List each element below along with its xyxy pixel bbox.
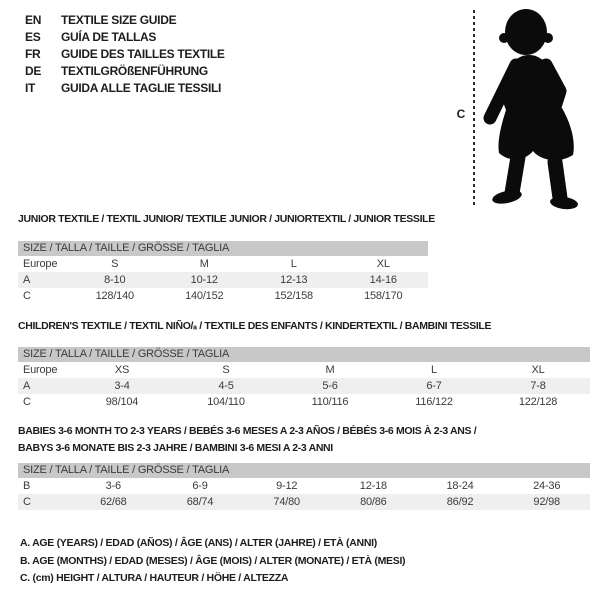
size-cell: 4-5 [218,380,234,392]
section-title-babies [18,423,476,456]
size-cell: 80/86 [360,496,387,508]
row-label: Europe [23,364,58,376]
section-title-line: BABIES 3-6 MONTH TO 2-3 YEARS / BEBÉS 3-6 MESES A 2-3 AÑOS / BÉBÉS 3-6 MOIS À 2-3 ANS / [18,425,477,437]
height-figure [450,5,600,217]
language-title: TEXTILE SIZE GUIDE [61,12,177,27]
language-list [25,11,225,96]
list-item [25,79,225,96]
size-cell: 6-9 [192,480,208,492]
list-item [25,45,225,62]
size-cell: 110/116 [311,396,349,408]
height-measure-label: C [456,107,466,121]
language-title: GUIDE DES TAILLES TEXTILE [61,46,225,61]
list-item [25,11,225,28]
size-cell: 152/158 [274,290,313,302]
row-label: Europe [23,258,58,270]
table-row [18,378,590,394]
table-row [18,288,428,304]
size-cell: 18-24 [446,480,474,492]
size-cell: 98/104 [105,396,139,408]
language-code: EN [25,12,42,27]
size-cell: 68/74 [186,496,214,508]
row-label: A [23,274,31,286]
size-cell: 3-4 [114,380,130,392]
language-code: DE [25,63,42,78]
language-title: GUÍA DE TALLAS [61,29,157,44]
list-item [25,28,225,45]
size-cell: 86/92 [446,496,474,508]
junior-size-table [18,241,428,304]
size-cell: 24-36 [533,480,561,492]
size-cell: M [325,364,335,376]
size-cell: 158/170 [364,290,403,302]
size-cell: 10-12 [190,274,218,286]
size-cell: XL [531,364,545,376]
table-row [18,272,428,288]
size-cell: XL [376,258,390,270]
section-title-junior [18,211,435,228]
size-cell: 5-6 [322,380,338,392]
footnote-a: A. AGE (YEARS) / EDAD (AÑOS) / ÂGE (ANS) / ALTER (JAHRE) / ETÀ (ANNI) [20,537,377,549]
size-cell: 3-6 [105,480,121,492]
table-header-band: SIZE / TALLA / TAILLE / GRÖSSE / TAGLIA [18,241,428,256]
baby-silhouette-icon [480,7,598,212]
language-code: FR [25,46,41,61]
size-cell: 12-18 [359,480,387,492]
size-cell: 116/122 [415,396,453,408]
size-cell: 12-13 [280,274,308,286]
size-cell: 7-8 [530,380,546,392]
row-label: C [23,496,31,508]
size-cell: 128/140 [95,290,134,302]
footnote-b: B. AGE (MONTHS) / EDAD (MESES) / ÂGE (MOIS) / ALTER (MONATE) / ETÀ (MESI) [20,554,406,567]
footnote-c: C. (cm) HEIGHT / ALTURA / HAUTEUR / HÖHE / ALTEZZA [20,572,289,584]
footnotes [20,535,405,588]
children-size-table [18,347,590,410]
row-label: C [23,396,31,408]
section-title-line: BABYS 3-6 MONATE BIS 2-3 JAHRE / BAMBINI 3-6 MESI A 2-3 ANNI [18,441,333,454]
list-item [25,62,225,79]
size-cell: S [222,364,230,376]
babies-size-table [18,463,590,510]
table-row [18,362,590,378]
size-cell: 92/98 [533,496,560,508]
size-cell: L [290,258,297,270]
section-title-line: CHILDREN'S TEXTILE / TEXTIL NIÑO/ₐ / TEXTILE DES ENFANTS / KINDERTEXTIL / BAMBINI TESSILE [18,320,492,332]
size-cell: 122/128 [518,396,558,408]
size-cell: M [199,258,209,270]
size-cell: S [111,258,119,270]
table-row [18,394,590,410]
table-row [18,256,428,272]
size-cell: 140/152 [185,290,224,302]
language-code: ES [25,29,41,44]
table-header-band: SIZE / TALLA / TAILLE / GRÖSSE / TAGLIA [18,347,590,362]
table-row [18,494,590,510]
table-row [18,478,590,494]
section-title-children [18,318,491,335]
language-title: TEXTILGRÖßENFÜHRUNG [61,63,208,78]
size-cell: 6-7 [426,380,442,392]
row-label: C [23,290,31,302]
section-title-line: JUNIOR TEXTILE / TEXTIL JUNIOR/ TEXTILE JUNIOR / JUNIORTEXTIL / JUNIOR TESSILE [18,213,435,225]
size-cell: 8-10 [104,274,126,286]
size-cell: L [431,364,437,376]
size-cell: 9-12 [276,480,298,492]
height-measure-dotted-line [473,10,475,208]
row-label: A [23,380,31,392]
size-cell: 62/68 [100,496,127,508]
size-cell: XS [114,364,130,376]
size-cell: 104/110 [207,396,245,408]
language-code: IT [25,80,36,95]
language-title: GUIDA ALLE TAGLIE TESSILI [61,80,222,95]
table-header-band: SIZE / TALLA / TAILLE / GRÖSSE / TAGLIA [18,463,590,478]
size-cell: 14-16 [369,274,397,286]
row-label: B [23,480,31,492]
size-cell: 74/80 [273,496,300,508]
